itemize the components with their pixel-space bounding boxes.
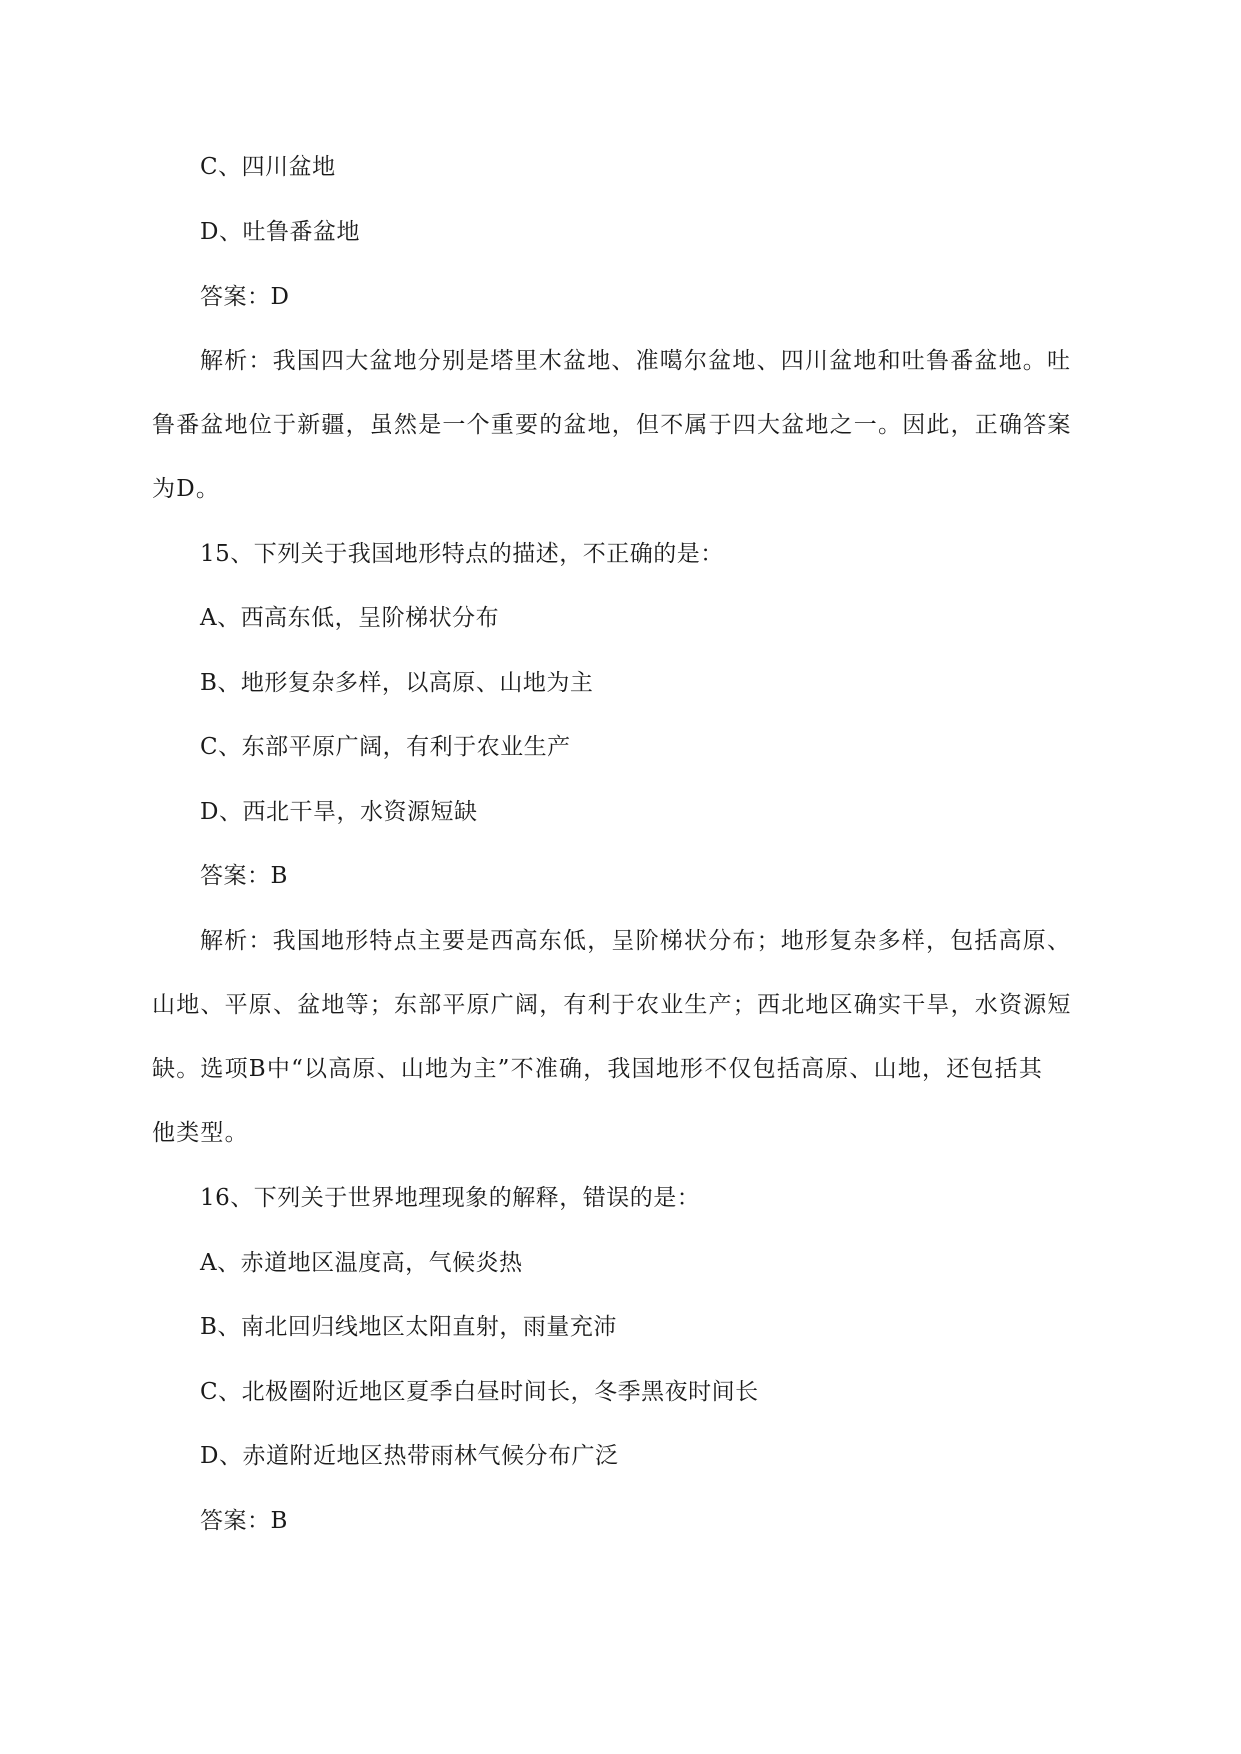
q16-answer: 答案：B xyxy=(200,1508,288,1534)
q15-question: 15、下列关于我国地形特点的描述，不正确的是： xyxy=(200,541,724,567)
q16-question: 16、下列关于世界地理现象的解释，错误的是： xyxy=(200,1185,701,1211)
q15-explanation-line-2: 山地、平原、盆地等；东部平原广阔，有利于农业生产；西北地区确实干旱，水资源短 xyxy=(152,992,1072,1018)
q15-explanation-line-4: 他类型。 xyxy=(152,1120,249,1146)
q16-option-b: B、南北回归线地区太阳直射，雨量充沛 xyxy=(200,1314,617,1340)
q15-explanation-line-1: 解析：我国地形特点主要是西高东低，呈阶梯状分布；地形复杂多样，包括高原、 xyxy=(200,928,1072,954)
q16-option-d: D、赤道附近地区热带雨林气候分布广泛 xyxy=(200,1443,619,1469)
q14-explanation-line-3: 为D。 xyxy=(152,476,221,502)
q15-option-c: C、东部平原广阔，有利于农业生产 xyxy=(200,734,571,760)
q14-answer: 答案：D xyxy=(200,284,290,310)
q15-answer: 答案：B xyxy=(200,863,288,889)
q15-option-a: A、西高东低，呈阶梯状分布 xyxy=(200,605,500,631)
q16-option-a: A、赤道地区温度高，气候炎热 xyxy=(200,1250,523,1276)
q15-option-d: D、西北干旱，水资源短缺 xyxy=(200,799,478,825)
q16-option-c: C、北极圈附近地区夏季白昼时间长，冬季黑夜时间长 xyxy=(200,1379,759,1405)
q15-explanation-line-3: 缺。选项B中“以高原、山地为主”不准确，我国地形不仅包括高原、山地，还包括其 xyxy=(152,1056,1044,1082)
q14-explanation-line-1: 解析：我国四大盆地分别是塔里木盆地、准噶尔盆地、四川盆地和吐鲁番盆地。吐 xyxy=(200,348,1072,374)
q14-option-d: D、吐鲁番盆地 xyxy=(200,219,360,245)
q14-explanation-line-2: 鲁番盆地位于新疆，虽然是一个重要的盆地，但不属于四大盆地之一。因此，正确答案 xyxy=(152,412,1072,438)
q15-option-b: B、地形复杂多样，以高原、山地为主 xyxy=(200,670,594,696)
q14-option-c: C、四川盆地 xyxy=(200,154,336,180)
